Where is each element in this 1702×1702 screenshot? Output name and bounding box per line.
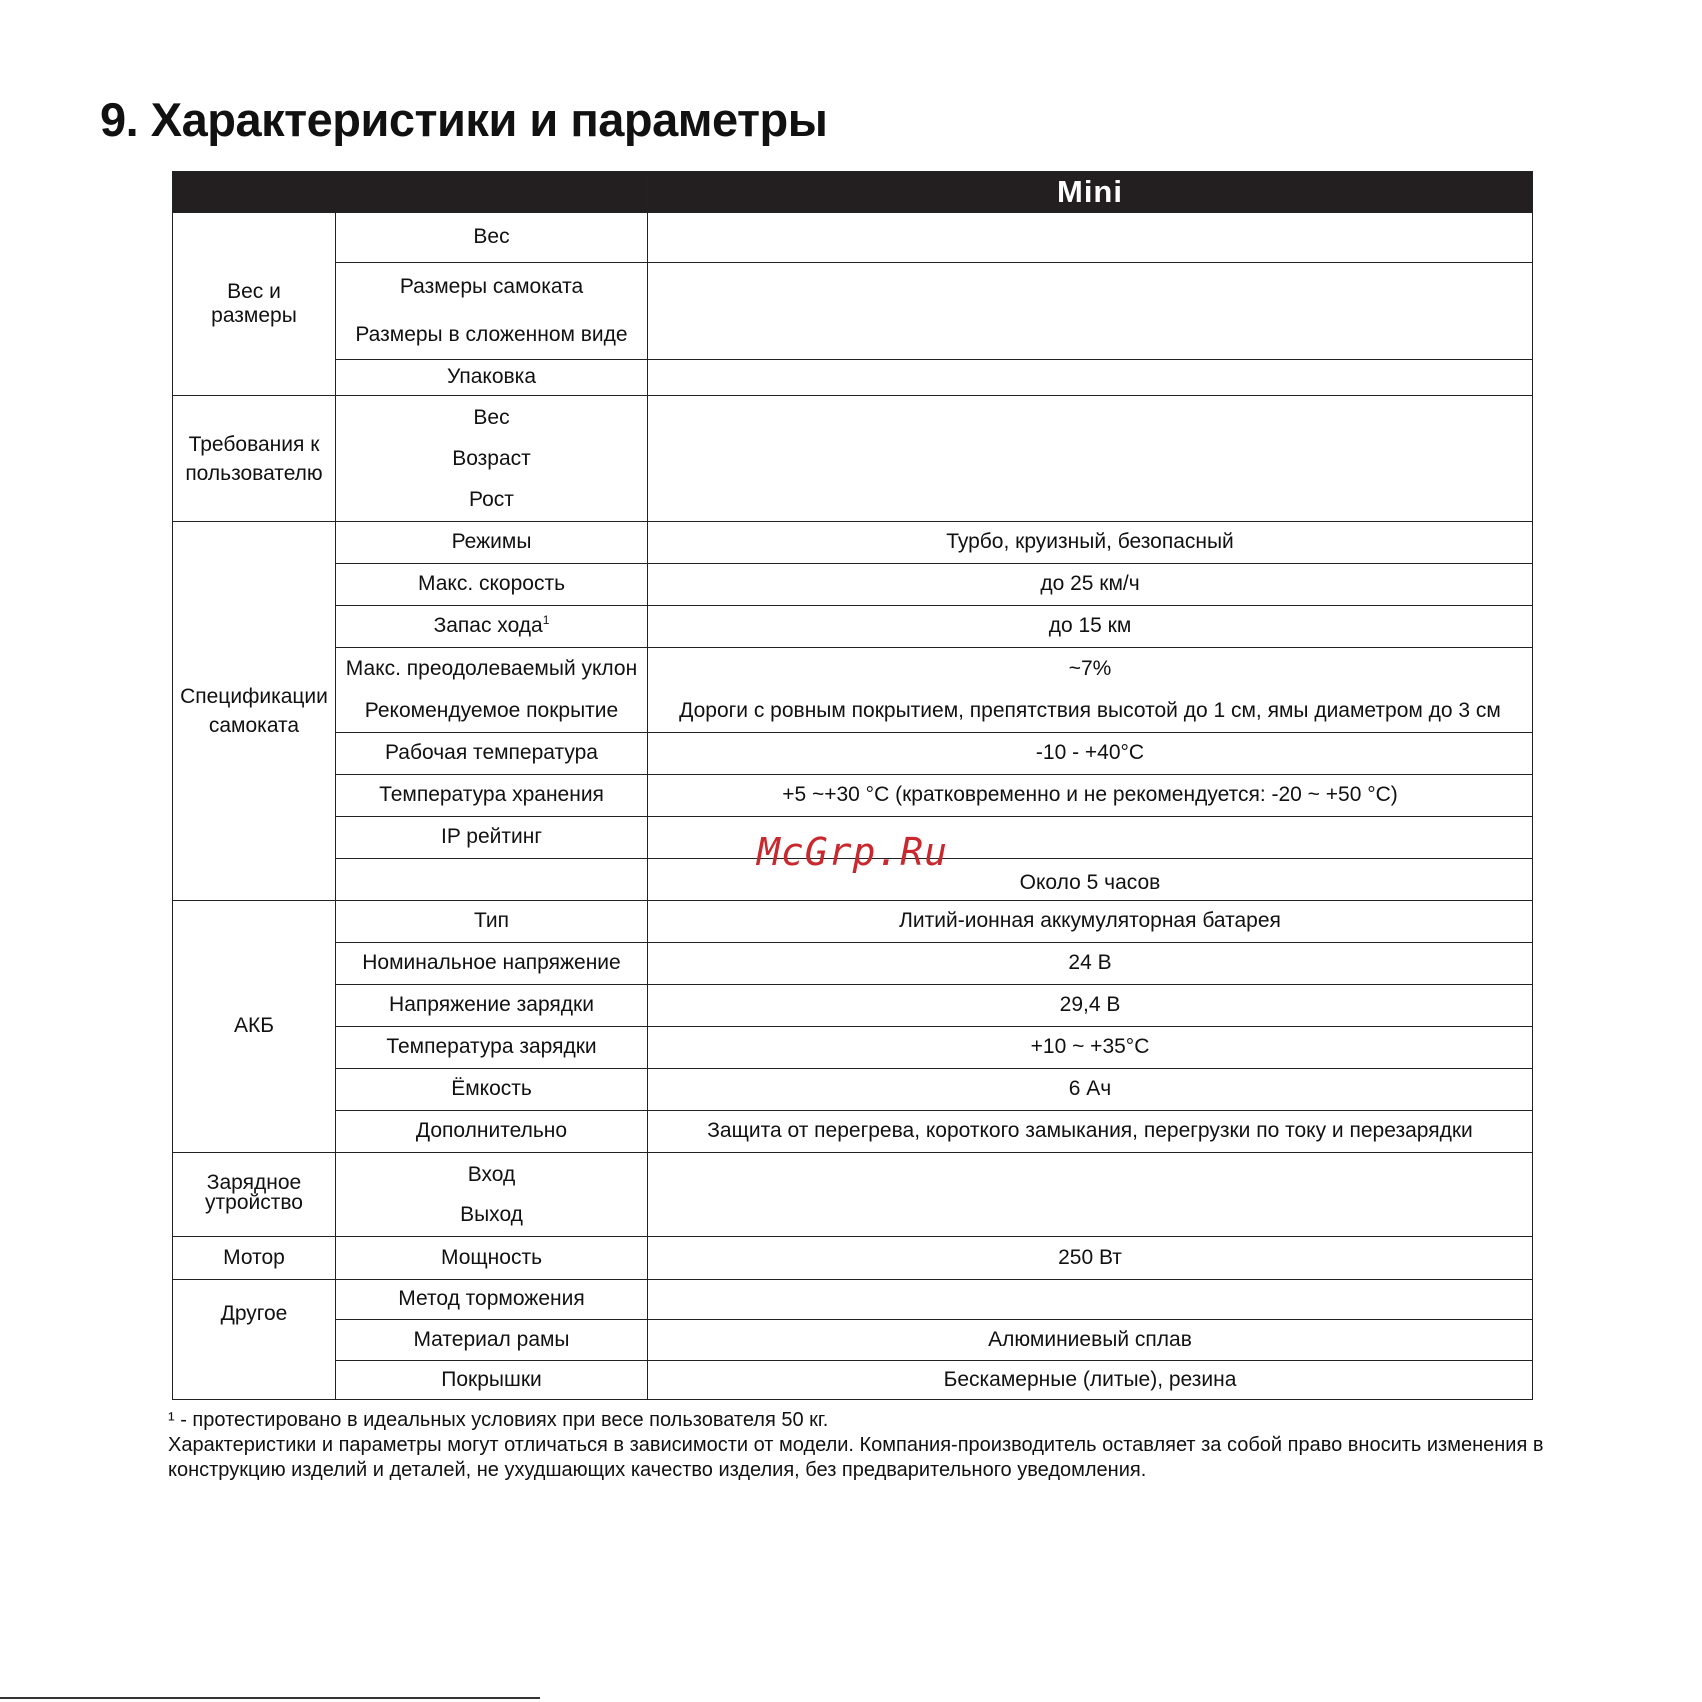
value-cell xyxy=(648,733,1533,775)
value-label: Литий-ионная аккумуляторная батарея xyxy=(899,909,1281,933)
param-cell xyxy=(336,775,648,817)
param-cell xyxy=(336,943,648,985)
table-row xyxy=(173,213,1533,263)
value-label: Алюминиевый сплав xyxy=(988,1327,1192,1351)
param-cell xyxy=(336,1280,648,1320)
value-cell xyxy=(648,985,1533,1027)
value-label: -10 - +40°C xyxy=(1035,741,1145,765)
param-label: Режимы xyxy=(451,530,532,554)
param-label: Температура хранения xyxy=(379,783,604,807)
param-cell xyxy=(336,817,648,859)
param-cell xyxy=(336,213,648,263)
table-row xyxy=(173,1027,1533,1069)
model-name: Mini xyxy=(1057,174,1123,210)
param-label: Метод торможения xyxy=(398,1287,585,1311)
param-cell xyxy=(336,1111,648,1153)
param-cell xyxy=(336,648,648,733)
param-label: Рабочая температура xyxy=(385,741,598,765)
param-label: Мощность xyxy=(440,1245,543,1269)
category-label: Мотор xyxy=(223,1245,285,1269)
param-cell xyxy=(336,859,648,901)
value-label: +10 ~ +35°C xyxy=(1030,1035,1150,1059)
table-row xyxy=(173,1111,1533,1153)
param-cell xyxy=(336,901,648,943)
param-label: Вход xyxy=(467,1162,516,1186)
table-row xyxy=(173,606,1533,648)
param-label: Макс. преодолеваемый уклон xyxy=(345,657,638,680)
footnote-1: ¹ - протестировано в идеальных условиях при весе пользователя 50 кг. xyxy=(168,1409,829,1431)
param-cell xyxy=(336,1237,648,1280)
value-cell xyxy=(648,213,1533,263)
category-cell xyxy=(173,1153,336,1237)
footnote-marker: 1 xyxy=(542,613,550,628)
param-label: Макс. скорость xyxy=(417,572,566,596)
watermark: McGrp.Ru xyxy=(757,830,949,874)
param-cell xyxy=(336,1027,648,1069)
table-row xyxy=(173,360,1533,396)
param-label: Рекомендуемое покрытие xyxy=(364,699,619,722)
value-cell xyxy=(648,263,1533,360)
value-label: Защита от перегрева, короткого замыкания, перегрузки по току и перезарядки xyxy=(707,1119,1473,1143)
param-cell xyxy=(336,1320,648,1361)
param-label: Тип xyxy=(473,909,509,933)
footnotes xyxy=(168,1408,1548,1483)
value-label: до 15 км xyxy=(1048,614,1132,638)
param-label: Возраст xyxy=(452,447,531,470)
value-label: 250 Вт xyxy=(1058,1245,1122,1269)
table-row xyxy=(173,1280,1533,1320)
value-label: +5 ~+30 °C (кратковременно и не рекомендуется: -20 ~ +50 °C) xyxy=(782,783,1398,807)
value-label: 6 Ач xyxy=(1068,1077,1112,1101)
category-label: Другое xyxy=(220,1302,288,1325)
param-label: Дополнительно xyxy=(415,1119,568,1143)
value-cell xyxy=(648,606,1533,648)
page-title: 9. Характеристики и параметры xyxy=(100,93,828,146)
param-label: Напряжение зарядки xyxy=(389,993,594,1017)
value-label: Бескамерные (литые), резина xyxy=(943,1367,1237,1391)
category-cell xyxy=(173,1237,336,1280)
category-label: Требования к пользователю xyxy=(185,432,323,485)
page-bottom-rule xyxy=(0,1697,540,1699)
table-row xyxy=(173,1320,1533,1361)
value-cell xyxy=(648,564,1533,606)
value-label: 24 В xyxy=(1068,951,1112,975)
value-label: 29,4 В xyxy=(1059,993,1121,1017)
category-label: Спецификации самоката xyxy=(180,685,328,737)
param-label: Размеры самоката xyxy=(399,275,584,298)
category-cell xyxy=(173,522,336,901)
value-cell xyxy=(648,1111,1533,1153)
value-cell xyxy=(648,648,1533,733)
param-label: Упаковка xyxy=(446,365,537,389)
value-cell xyxy=(648,1153,1533,1237)
table-row xyxy=(173,648,1533,733)
param-label: Ёмкость xyxy=(451,1077,532,1101)
param-label: Материал рамы xyxy=(413,1327,570,1351)
param-label: Номинальное напряжение xyxy=(362,951,621,975)
value-cell xyxy=(648,360,1533,396)
table-row xyxy=(173,943,1533,985)
param-cell xyxy=(336,1361,648,1400)
value-label: Около 5 часов xyxy=(1019,871,1161,895)
table-row xyxy=(173,396,1533,522)
table-row xyxy=(173,1153,1533,1237)
value-cell xyxy=(648,396,1533,522)
category-cell xyxy=(173,901,336,1153)
category-label: Зарядное утройство xyxy=(205,1171,303,1215)
param-cell xyxy=(336,1153,648,1237)
category-label: АКБ xyxy=(233,1014,275,1038)
table-row xyxy=(173,901,1533,943)
footnote-2: Характеристики и параметры могут отличаться в зависимости от модели. Компания-производитель оставляет за собой право вносить изменения в конструкцию изделий и деталей, не ухудшающих качество изделия, без предварительного уведомления. xyxy=(168,1434,1544,1481)
param-cell xyxy=(336,564,648,606)
param-label: Вес xyxy=(473,225,510,249)
table-row xyxy=(173,263,1533,360)
value-cell xyxy=(648,1361,1533,1400)
header-blank-cell xyxy=(173,172,648,213)
param-cell xyxy=(336,396,648,522)
param-label: Запас хода xyxy=(433,614,543,638)
value-cell xyxy=(648,775,1533,817)
param-label: Выход xyxy=(460,1202,523,1226)
param-label: Вес xyxy=(473,406,510,429)
value-label: Дороги с ровным покрытием, препятствия высотой до 1 см, ямы диаметром до 3 см xyxy=(679,699,1501,722)
table-row xyxy=(173,1069,1533,1111)
param-label: Температура зарядки xyxy=(386,1035,597,1059)
category-cell xyxy=(173,1280,336,1400)
table-row xyxy=(173,1361,1533,1400)
category-cell xyxy=(173,213,336,396)
value-label: ~7% xyxy=(1068,657,1112,680)
value-cell xyxy=(648,1320,1533,1361)
value-cell xyxy=(648,1237,1533,1280)
value-cell xyxy=(648,1069,1533,1111)
param-cell xyxy=(336,522,648,564)
table-row xyxy=(173,733,1533,775)
param-cell xyxy=(336,606,648,648)
table-row xyxy=(173,775,1533,817)
value-cell xyxy=(648,522,1533,564)
model-header-cell xyxy=(648,172,1533,213)
table-header-row xyxy=(173,172,1533,213)
value-cell xyxy=(648,901,1533,943)
category-label: Вес и размеры xyxy=(211,279,297,327)
value-label: до 25 км/ч xyxy=(1040,572,1140,596)
param-cell xyxy=(336,263,648,360)
value-label: Турбо, круизный, безопасный xyxy=(946,530,1234,554)
value-cell xyxy=(648,1280,1533,1320)
spec-table xyxy=(172,171,1533,1400)
param-label: Рост xyxy=(469,488,514,511)
table-row xyxy=(173,564,1533,606)
table-row xyxy=(173,522,1533,564)
param-cell xyxy=(336,1069,648,1111)
param-label: IP рейтинг xyxy=(441,825,542,849)
param-cell xyxy=(336,360,648,396)
param-label: Покрышки xyxy=(441,1367,542,1391)
param-cell xyxy=(336,985,648,1027)
value-cell xyxy=(648,943,1533,985)
param-label: Размеры в сложенном виде xyxy=(355,323,628,346)
param-cell xyxy=(336,733,648,775)
category-cell xyxy=(173,396,336,522)
table-row xyxy=(173,985,1533,1027)
value-cell xyxy=(648,1027,1533,1069)
table-row xyxy=(173,1237,1533,1280)
